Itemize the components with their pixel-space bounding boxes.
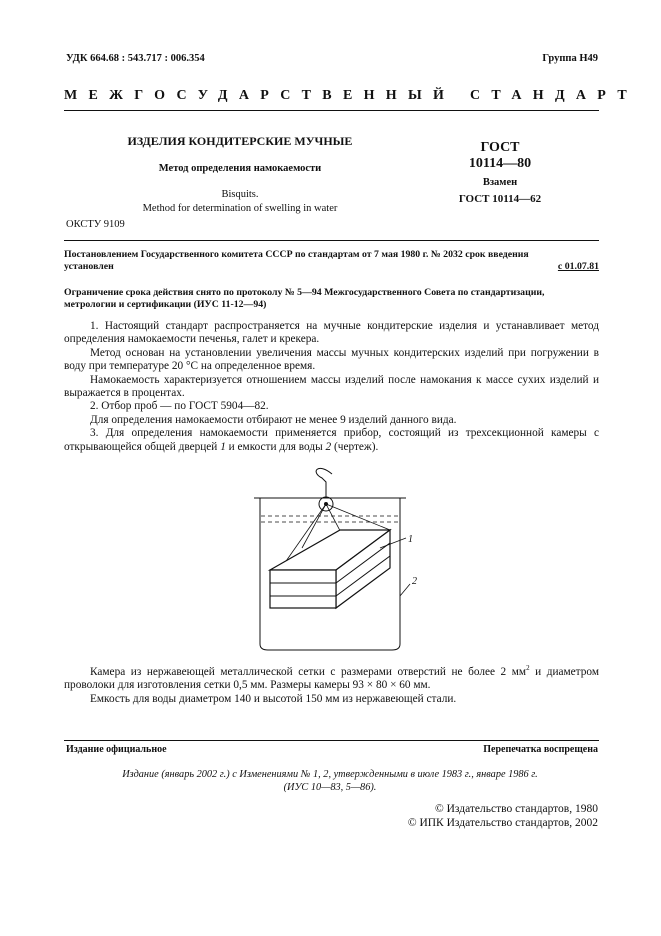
group-code: Группа Н49 xyxy=(542,53,598,64)
reprint-prohibited-label: Перепечатка воспрещена xyxy=(483,744,598,755)
limitation-text xyxy=(64,287,599,311)
replaces-label: Взамен xyxy=(482,177,518,188)
after-figure-text xyxy=(64,662,599,706)
effective-date: с 01.07.81 xyxy=(557,261,599,272)
document-subtitle: Метод определения намокаемости xyxy=(158,163,322,174)
edition-note-line1: Издание (январь 2002 г.) с Изменениями № 1, 2, утвержденными в июле 1983 г., январе 1986 г. xyxy=(122,769,538,780)
decree-line2 xyxy=(64,261,599,273)
apparatus-drawing xyxy=(240,460,420,656)
limitation-line2: метрологии и сертификации (ИУС 11-12—94) xyxy=(64,299,267,310)
paragraph-3: Намокаемость характеризуется отношением массы изделий после намокания к массе сухих изделий и выражается в процентах. xyxy=(64,373,599,400)
paragraph-2: Метод основан на установлении увеличения массы мучных кондитерских изделий при погружении в воду при температуре 20 °С на определенное время. xyxy=(64,346,599,373)
decree-line2-left: установлен xyxy=(64,261,114,272)
title-block xyxy=(100,134,380,216)
copyright-2002: © ИПК Издательство стандартов, 2002 xyxy=(407,817,598,829)
copyright-block xyxy=(408,802,598,830)
udk-code: УДК 664.68 : 543.717 : 006.354 xyxy=(66,53,205,64)
copyright-1980: © Издательство стандартов, 1980 xyxy=(434,803,598,815)
english-title xyxy=(100,188,380,216)
paragraph-4: 2. Отбор проб — по ГОСТ 5904—82. xyxy=(90,400,269,413)
paragraph-5: Для определения намокаемости отбирают не менее 9 изделий данного вида. xyxy=(90,413,457,426)
okstu-code: ОКСТУ 9109 xyxy=(66,219,125,230)
water-surface xyxy=(261,516,399,522)
paragraph-6 xyxy=(64,427,599,454)
gost-block xyxy=(440,140,560,205)
decree-text xyxy=(64,249,599,273)
replaced-gost: ГОСТ 10114—62 xyxy=(458,193,542,205)
paragraph-1: 1. Настоящий стандарт распространяется на мучные кондитерские изделия и устанавливает метод определения намокаемости печенья, галет и крекера. xyxy=(64,320,599,346)
gost-number: 10114—80 xyxy=(468,156,532,171)
leader-2 xyxy=(400,584,410,596)
vessel-description: Емкость для воды диаметром 140 и высотой 150 мм из нержавеющей стали. xyxy=(90,692,457,705)
body-text xyxy=(64,320,599,454)
decree-line1: Постановлением Государственного комитета СССР по стандартам от 7 мая 1980 г. № 2032 срок введения xyxy=(64,249,529,260)
footer-divider xyxy=(64,740,599,741)
standard-banner: МЕЖГОСУДАРСТВЕННЫЙ СТАНДАРТ xyxy=(64,88,638,103)
edition-note-line2: (ИУС 10—83, 5—86). xyxy=(283,782,377,793)
edition-note xyxy=(90,768,570,794)
figure-label-2: 2 xyxy=(412,576,417,587)
okstu-divider xyxy=(64,240,599,241)
hook-shape xyxy=(316,468,332,498)
chamber-description-a: Камера из нержавеющей металлической сетки с размерами отверстий не более 2 мм xyxy=(90,665,527,678)
english-title-line2: Method for determination of swelling in water xyxy=(142,203,338,214)
gost-label: ГОСТ xyxy=(480,140,520,155)
figure-label-1: 1 xyxy=(408,534,413,545)
paragraph-6-text-a: 3. Для определения намокаемости применяется прибор, состоящий из трехсекционной камеры с открывающейся общей дверцей xyxy=(64,427,599,453)
chamber-description-b: и диаметром проволоки для изготовления сетки 0,5 мм. Размеры камеры 93 × 80 × 60 мм. xyxy=(64,665,599,692)
chamber-description-sup: 2 xyxy=(526,664,530,672)
chamber-description xyxy=(64,662,599,693)
official-edition-label: Издание официальное xyxy=(66,744,167,755)
paragraph-6-ref-1: 1 xyxy=(220,440,226,453)
paragraph-6-text-c: (чертеж). xyxy=(331,440,379,453)
header-divider xyxy=(64,110,599,111)
paragraph-6-text-b: и емкости для воды xyxy=(225,440,326,453)
paragraph-6-ref-2: 2 xyxy=(325,440,332,453)
limitation-line1: Ограничение срока действия снято по протоколу № 5—94 Межгосударственного Совета по стандартизации, xyxy=(64,287,545,298)
english-title-line1: Bisquits. xyxy=(221,189,259,200)
document-title: ИЗДЕЛИЯ КОНДИТЕРСКИЕ МУЧНЫЕ xyxy=(127,134,353,148)
